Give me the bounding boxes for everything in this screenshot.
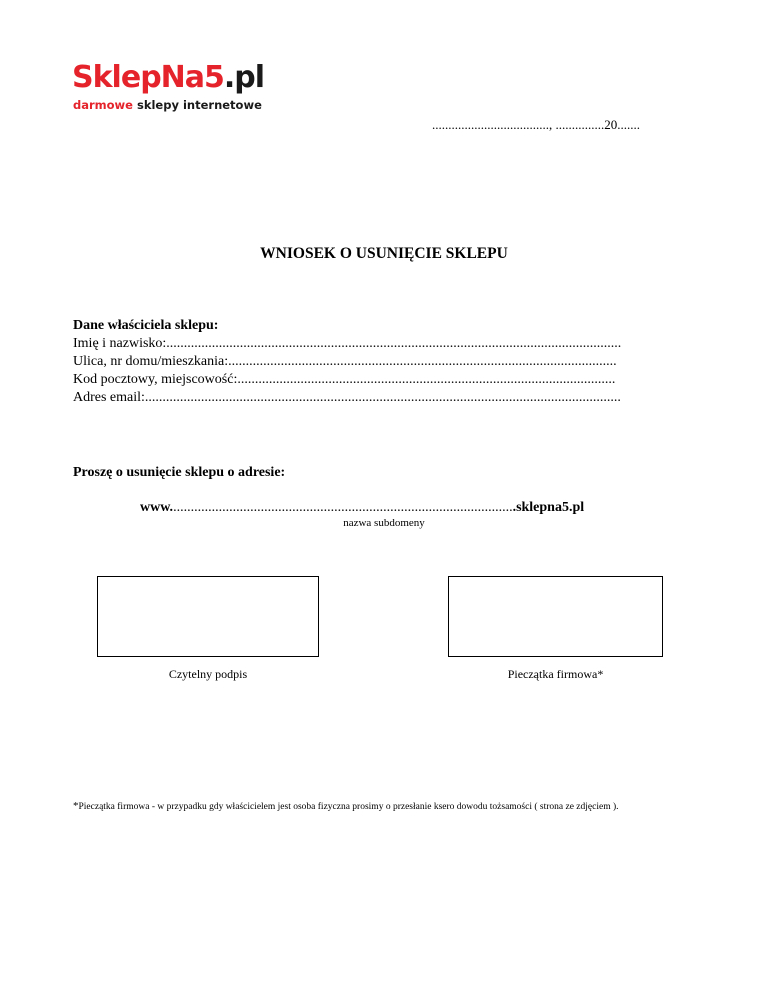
field-address: Ulica, nr domu/mieszkania:............................................................................................................... [73,354,617,369]
logo-sub-dark: sklepy internetowe [137,98,262,112]
domain-suffix: .sklepna5.pl [512,500,585,515]
document-title: WNIOSEK O USUNIĘCIE SKLEPU [260,245,508,262]
subdomain-dots: ................................................................................................. [173,500,513,515]
www-prefix: www. [140,500,174,515]
subdomain-line [140,500,584,516]
stamp-label: Pieczątka firmowa* [507,667,604,681]
field-email: Adres email:........................................................................................................................................ [73,390,621,405]
field-name: Imię i nazwisko:.................................................................................................................................. [73,336,622,351]
field-postal-city: Kod pocztowy, miejscowość:............................................................................................................ [73,372,616,387]
subdomain-caption: nazwa subdomeny [343,517,425,529]
request-section-heading: Proszę o usunięcie sklepu o adresie: [73,465,286,480]
logo-main-dark: .pl [223,60,265,95]
logo [72,62,264,94]
date-place-line: ...................................., ...............20....... [432,117,640,132]
owner-section-heading: Dane właściciela sklepu: [73,318,219,333]
logo-tagline [73,98,262,112]
logo-main-red: SklepNa5 [72,60,224,95]
signature-label: Czytelny podpis [168,667,248,681]
signature-box [97,576,319,657]
footnote-text: Pieczątka firmowa - w przypadku gdy właścicielem jest osoba fizyczna prosimy o przesłanie ksero dowodu tożsamości ( strona ze zdjęciem ). [78,802,619,812]
footnote [73,800,619,812]
logo-sub-red: darmowe [73,98,133,112]
footnote-star: * [73,800,79,812]
stamp-box [448,576,663,657]
